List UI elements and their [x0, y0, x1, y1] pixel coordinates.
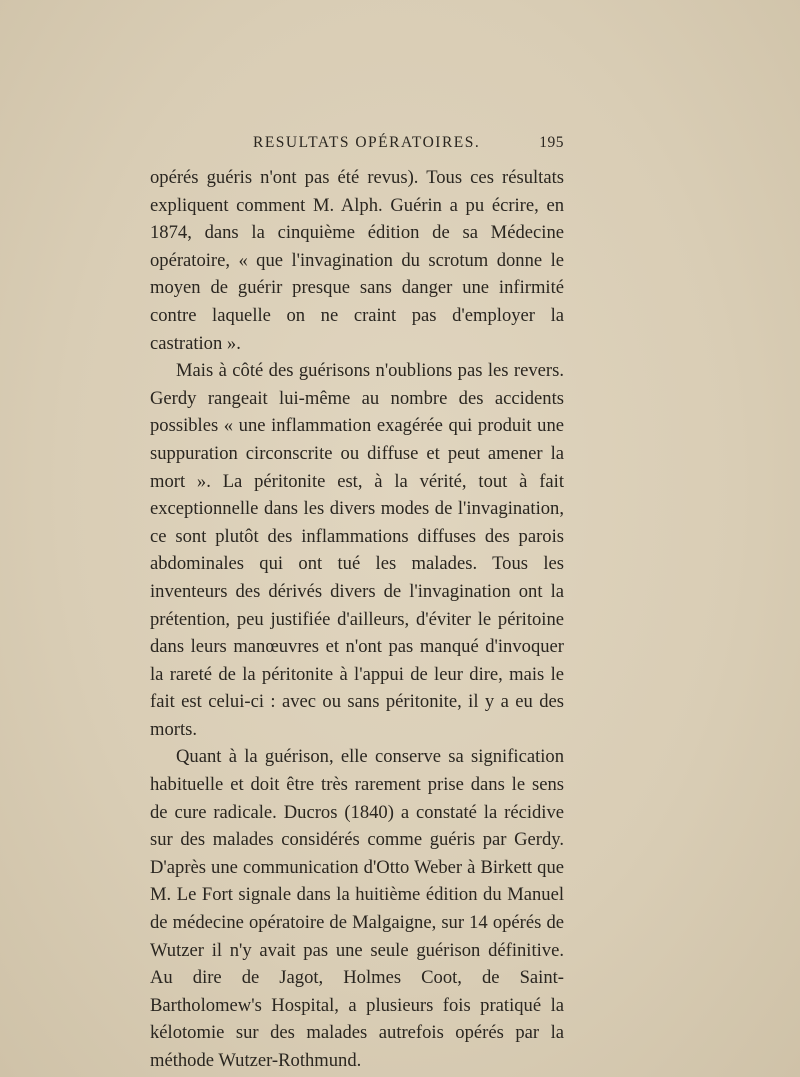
page-number: 195	[539, 134, 564, 151]
paragraph-3: Quant à la guérison, elle conserve sa signification habituelle et doit être très rarement prise dans le sens de cure radicale. Ducros (1840) a constaté la récidive sur des malades considérés comme guéris par Gerdy. D'après une communication d'Otto Weber à Birkett que M. Le Fort signale dans la huitième édition du Manuel de médecine opératoire de Malgaigne, sur 14 opérés de Wutzer il n'y avait pas une seule guérison définitive. Au dire de Jagot, Holmes Coot, de Saint-Bartholomew's Hospital, a plusieurs fois pratiqué la kélotomie sur des malades autrefois opérés par la méthode Wutzer-Rothmund.	[150, 746, 564, 1071]
running-title: RESULTATS OPÉRATOIRES.	[253, 134, 481, 151]
running-header	[150, 134, 564, 156]
paragraph-2: Mais à côté des guérisons n'oublions pas les revers. Gerdy rangeait lui-même au nombre des accidents possibles « une inflammation exagérée qui produit une suppuration circonscrite ou diffuse et peut amener la mort ». La péritonite est, à la vérité, tout à fait exceptionnelle dans les divers modes de l'invagination, ce sont plutôt des inflammations diffuses des parois abdominales qui ont tué les malades. Tous les inventeurs des dérivés divers de l'invagination ont la prétention, peu justifiée d'ailleurs, d'éviter le péritoine dans leurs manœuvres et n'ont pas manqué d'invoquer la rareté de la péritonite à l'appui de leur dire, mais le fait est celui-ci : avec ou sans péritonite, il y a eu des morts.	[150, 360, 564, 740]
paragraph-1: opérés guéris n'ont pas été revus). Tous ces résultats expliquent comment M. Alph. Guérin a pu écrire, en 1874, dans la cinquième édition de sa Médecine opératoire, « que l'invagination du scrotum donne le moyen de guérir presque sans danger une infirmité contre laquelle on ne craint pas d'employer la castration ».	[150, 167, 564, 354]
body-text	[150, 164, 564, 1075]
